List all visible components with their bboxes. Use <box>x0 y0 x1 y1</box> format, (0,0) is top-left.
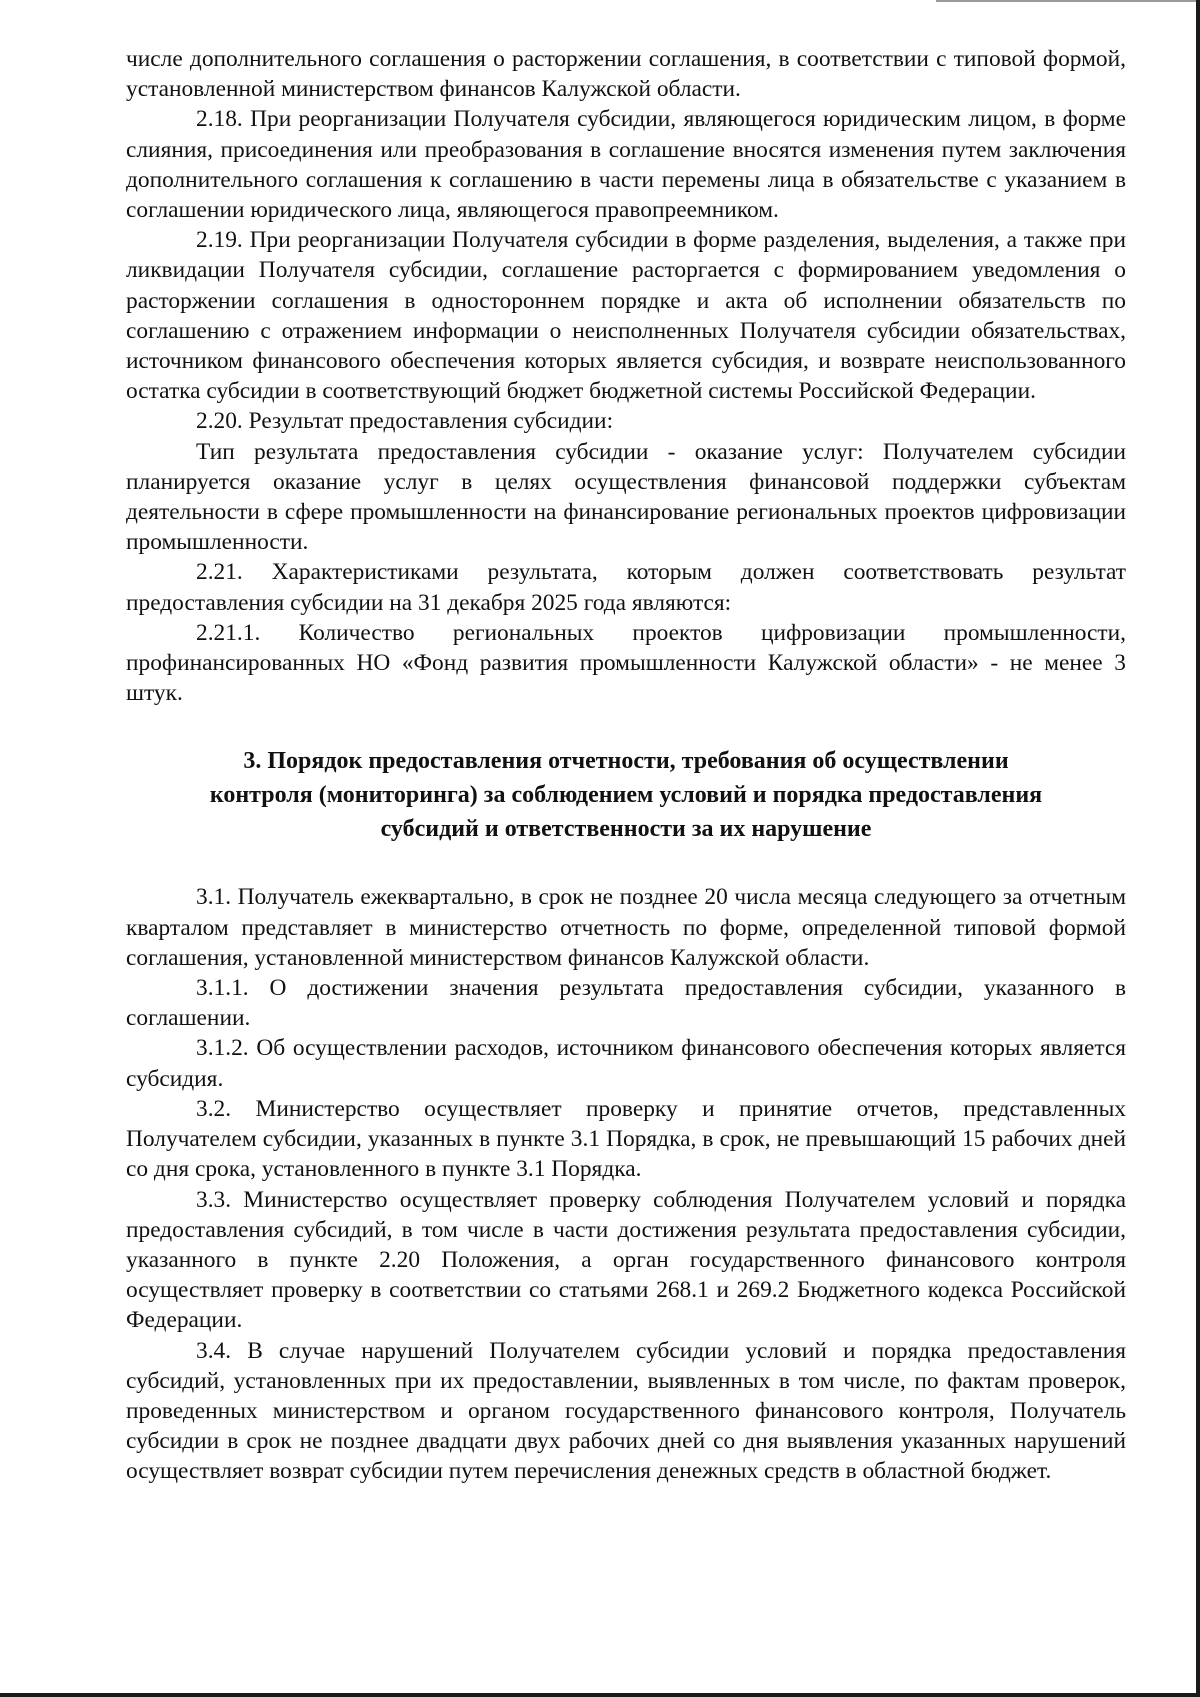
paragraph-3-1: 3.1. Получатель ежеквартально, в срок не позднее 20 числа месяца следующего за отчетным кварталом представляет в министерство отчетность по форме, определенной типовой формой соглашения, установленной министерством финансов Калужской области. <box>126 884 1126 971</box>
paragraph-3-2: 3.2. Министерство осуществляет проверку и принятие отчетов, представленных Получателем субсидии, указанных в пункте 3.1 Порядка, в срок, не превышающий 15 рабочих дней со дня срока, установленного в пункте 3.1 Порядка. <box>126 1095 1126 1183</box>
paragraph-continuation: числе дополнительного соглашения о расторжении соглашения, в соответствии с типовой формой, установленной министерством финансов Калужской области. <box>126 46 1126 103</box>
section-heading-line-3: субсидий и ответственности за их нарушение <box>380 816 872 843</box>
paragraph-2-19: 2.19. При реорганизации Получателя субсидии в форме разделения, выделения, а также при ликвидации Получателя субсидии, соглашение расторгается с формированием уведомления о расторжении соглашения в одностороннем порядке и акта об исполнении обязательств по соглашению с отражением информации о неисполненных Получателя субсидии обязательствах, источником финансового обеспечения которых является субсидия, и возврате неиспользованного остатка субсидии в соответствующий бюджет бюджетной системы Российской Федерации. <box>126 227 1126 405</box>
paragraph-2-18: 2.18. При реорганизации Получателя субсидии, являющегося юридическим лицом, в форме слияния, присоединения или преобразования в соглашение вносятся изменения путем заключения дополнительного соглашения к соглашению в части перемены лица в обязательстве с указанием в соглашении юридического лица, являющегося правопреемником. <box>126 106 1126 224</box>
document-body <box>126 44 1126 1487</box>
paragraph-2-21-1: 2.21.1. Количество региональных проектов цифровизации промышленности, профинансированных НО «Фонд развития промышленности Калужской области» - не менее 3 штук. <box>126 619 1126 707</box>
scan-edge-top <box>936 0 1196 2</box>
paragraph-result-type: Тип результата предоставления субсидии - оказание услуг: Получателем субсидии планируется оказание услуг в целях осуществления финансовой поддержки субъектам деятельности в сфере промышленности на финансирование региональных проектов цифровизации промышленности. <box>126 438 1126 556</box>
section-3-heading <box>126 744 1126 846</box>
paragraph-2-20: 2.20. Результат предоставления субсидии: <box>196 408 614 435</box>
paragraph-2-21: 2.21. Характеристиками результата, которым должен соответствовать результат предоставления субсидии на 31 декабря 2025 года являются: <box>126 559 1126 616</box>
section-heading-line-1: 3. Порядок предоставления отчетности, требования об осуществлении <box>243 748 1009 775</box>
scan-edge-bottom <box>0 1693 1200 1697</box>
scan-edge-right <box>1196 0 1200 1697</box>
paragraph-3-1-1: 3.1.1. О достижении значения результата предоставления субсидии, указанного в соглашении. <box>126 975 1126 1032</box>
paragraph-3-3: 3.3. Министерство осуществляет проверку соблюдения Получателем условий и порядка предоставления субсидий, в том числе в части достижения результата предоставления субсидии, указанного в пункте 2.20 Положения, а орган государственного финансового контроля осуществляет проверку в соответствии со статьями 268.1 и 269.2 Бюджетного кодекса Российской Федерации. <box>126 1186 1126 1334</box>
paragraph-3-1-2: 3.1.2. Об осуществлении расходов, источником финансового обеспечения которых является субсидия. <box>126 1035 1126 1092</box>
section-heading-line-2: контроля (мониторинга) за соблюдением условий и порядка предоставления <box>209 782 1043 809</box>
paragraph-3-4: 3.4. В случае нарушений Получателем субсидии условий и порядка предоставления субсидий, установленных при их предоставлении, выявленных в том числе, по фактам проверок, проведенных министерством и органом государственного финансового контроля, Получатель субсидии в срок не позднее двадцати двух рабочих дней со дня выявления указанных нарушений осуществляет возврат субсидии путем перечисления денежных средств в областной бюджет. <box>126 1337 1126 1485</box>
